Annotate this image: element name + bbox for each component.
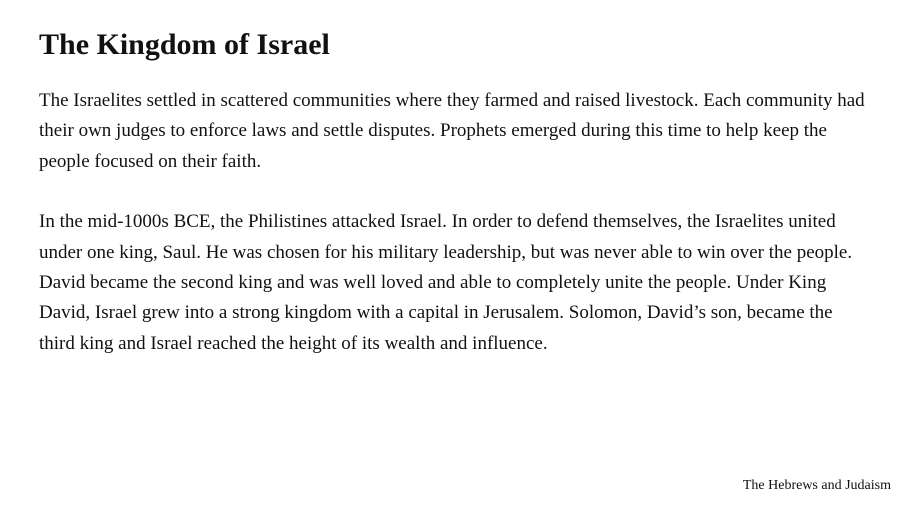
slide-footer: The Hebrews and Judaism	[742, 478, 891, 493]
paragraph-settlements: The Israelites settled in scattered communities where they farmed and raised livestock. Each community had their own judges to enforce laws and settle disputes. Prophets emerged during this time to help keep the people focused on their faith.	[39, 90, 865, 172]
slide-body	[39, 86, 869, 389]
paragraph-kings: In the mid-1000s BCE, the Philistines attacked Israel. In order to defend themselves, the Israelites united under one king, Saul. He was chosen for his military leadership, but was never able to win over the people. David became the second king and was well loved and able to completely unite the people. Under King David, Israel grew into a strong kingdom with a capital in Jerusalem. Solomon, David’s son, became the third king and Israel reached the height of its wealth and influence.	[39, 211, 853, 354]
slide-title: The Kingdom of Israel	[39, 28, 330, 61]
